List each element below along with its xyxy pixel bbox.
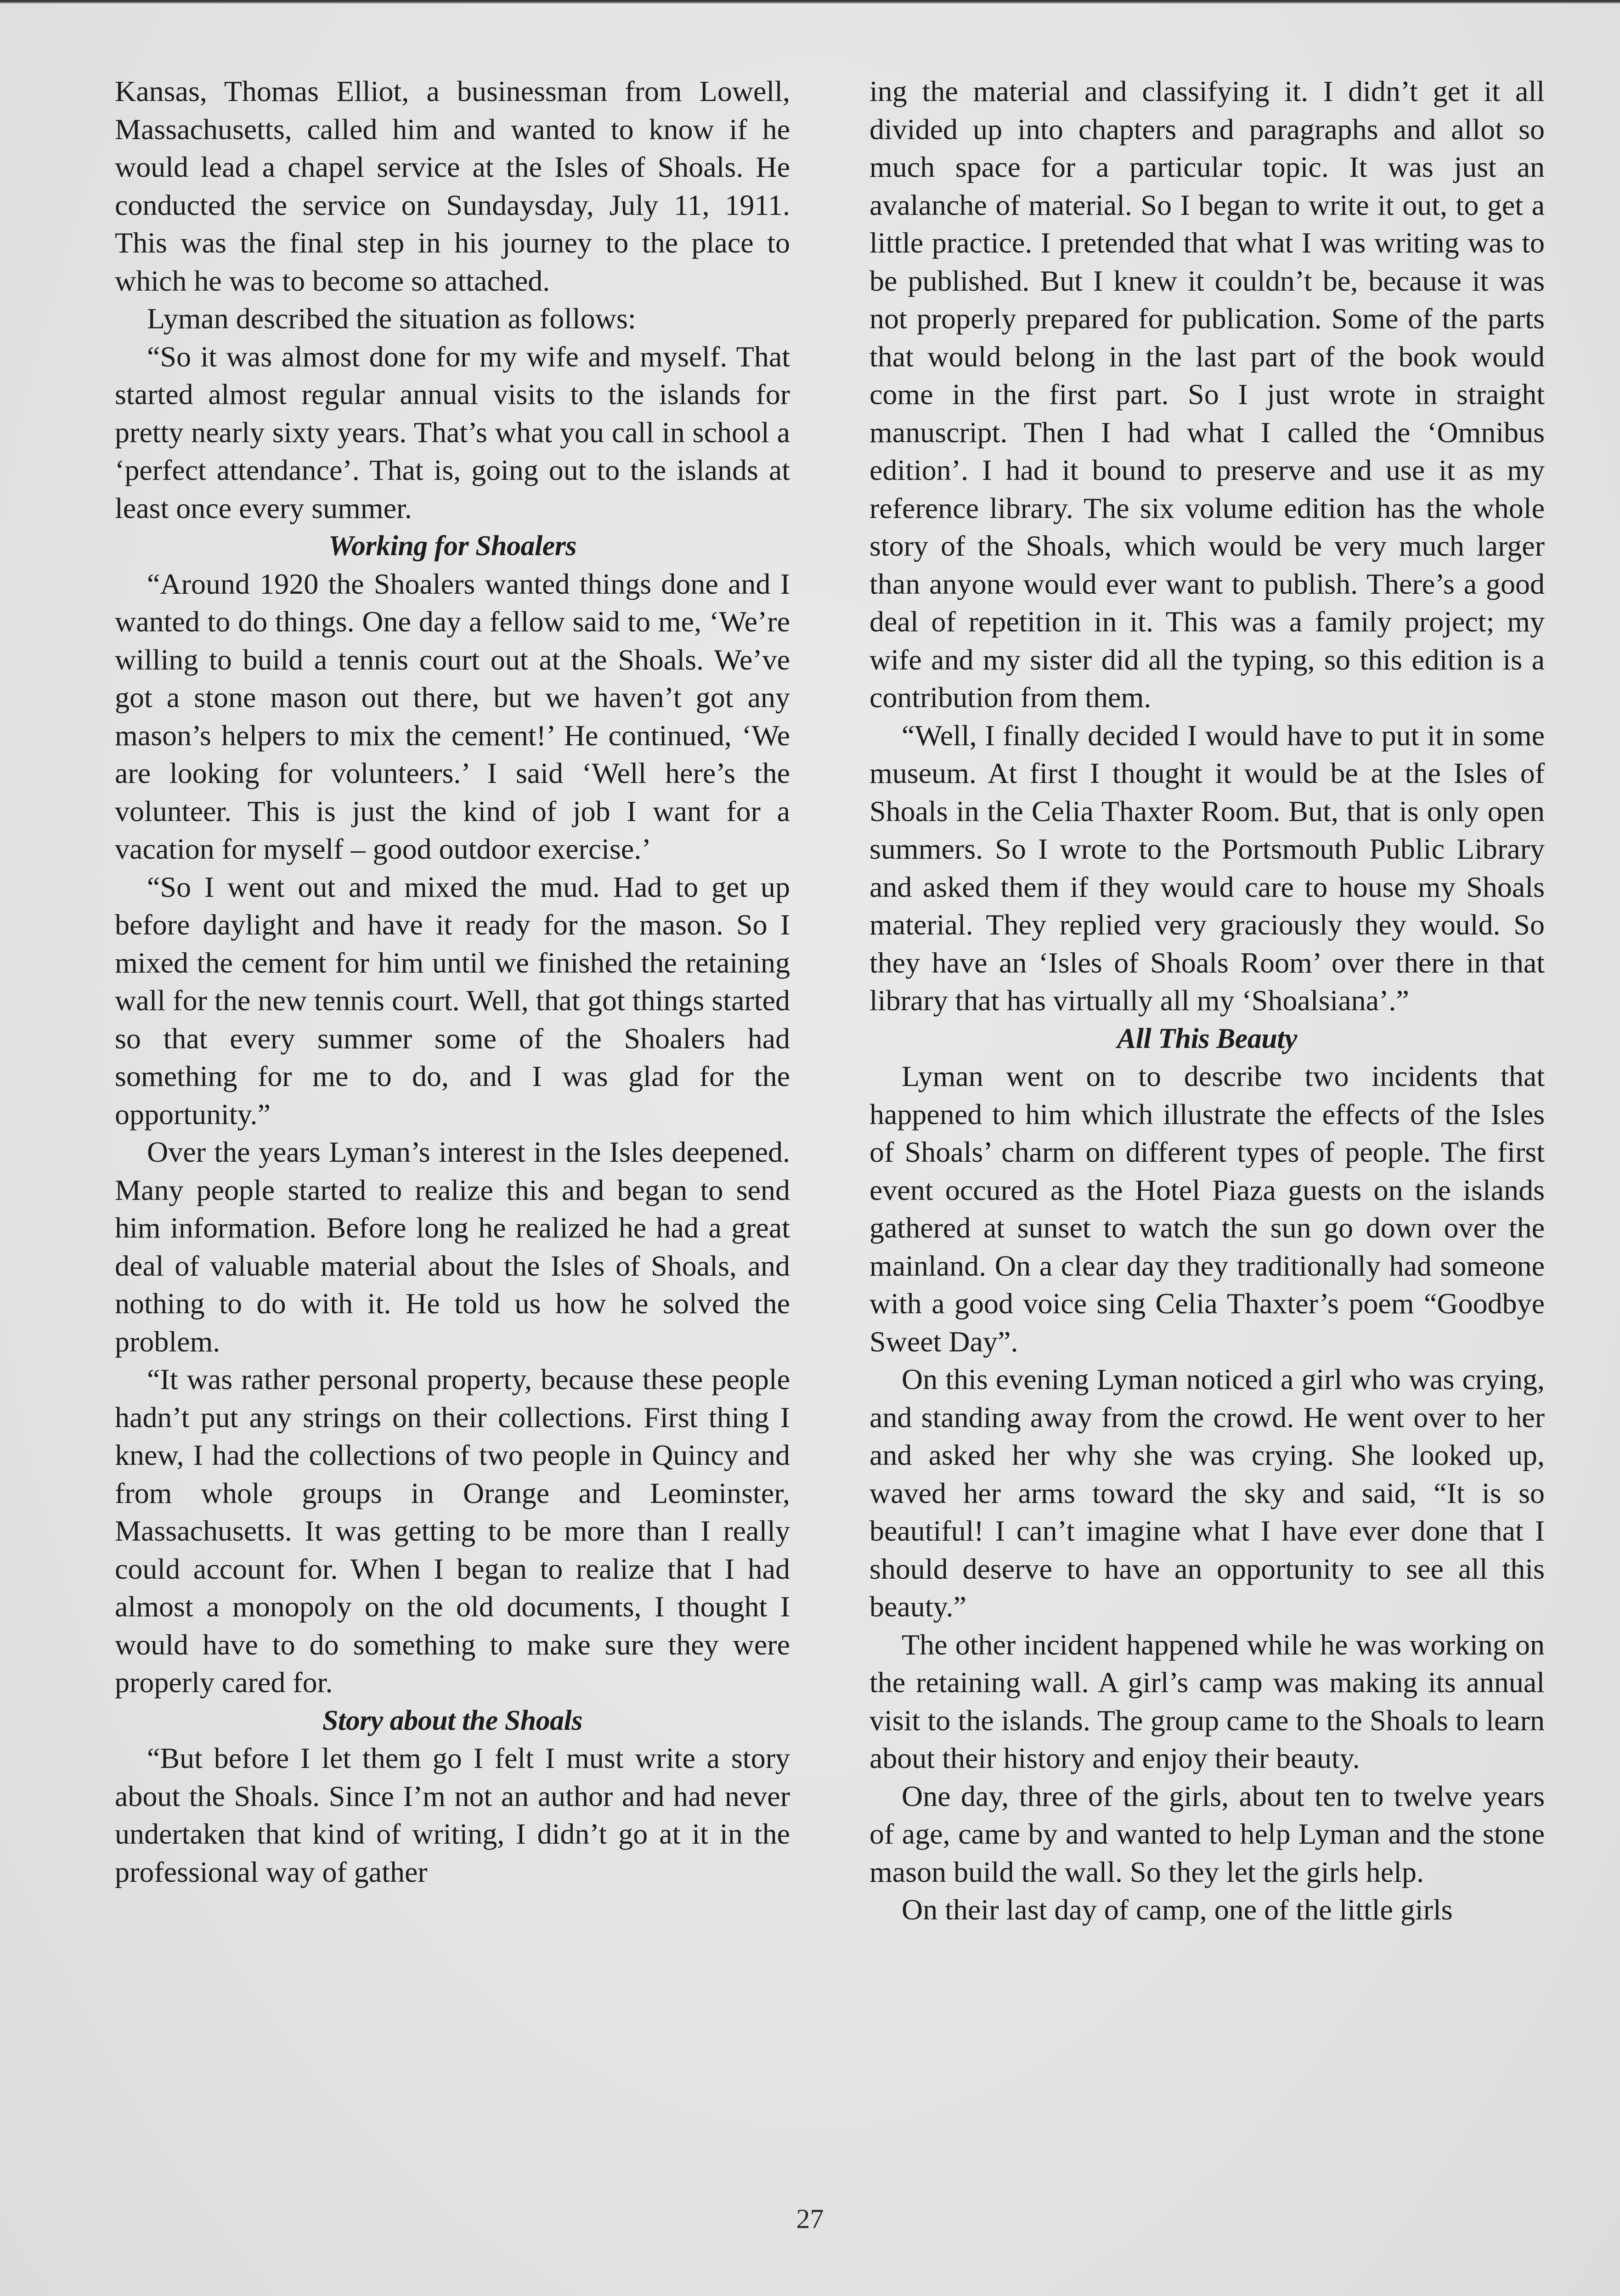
paragraph: The other incident happened while he was working on the retaining wall. A girl’s camp was making its annual visit to the islands. The group came to the Shoals to learn about their history and enjoy their beauty. — [869, 1628, 1545, 1774]
paragraph: Lyman went on to describe two incidents that happened to him which illustrate the effects of the Isles of Shoals’ charm on different types of people. The first event occured as the Hotel Piaza guests on the islands gathered at sunset to watch the sun go down over the mainland. On a clear day they traditionally had someone with a good voice sing Celia Thaxter’s poem “Goodbye Sweet Day”. — [869, 1060, 1545, 1358]
paragraph: On their last day of camp, one of the little girls — [902, 1893, 1453, 1926]
paragraph: On this evening Lyman noticed a girl who was crying, and standing away from the crowd. He went over to her and asked her why she was crying. She looked up, waved her arms toward the sky and said, “It is so beautiful! I can’t imagine what I have ever done that I should deserve to have an opportunity to see all this beauty.” — [869, 1363, 1545, 1623]
paragraph: ing the material and classifying it. I didn’t get it all divided up into chapters and paragraphs and allot so much space for a particular topic. It was just an avalanche of material. So I began to write it out, to get a little practice. I pretended that what I was writing was to be published. But I knew it couldn’t be, because it was not properly prepared for publication. Some of the parts that would belong in the last part of the book would come in the first part. So I just wrote in straight manuscript. Then I had what I called the ‘Omnibus edition’. I had it bound to preserve and use it as my reference library. The six volume edition has the whole story of the Shoals, which would be very much larger than anyone would ever want to publish. There’s a good deal of repetition in it. This was a family project; my wife and my sister did all the typing, so this edition is a contribution from them. — [869, 75, 1545, 714]
left-column — [115, 73, 790, 1891]
paragraph: “It was rather personal property, because these people hadn’t put any strings on their collections. First thing I knew, I had the collections of two people in Quincy and from whole groups in Orange and Leominster, Massachusetts. It was getting to be more than I really could account for. When I began to realize that I had almost a monopoly on the old documents, I thought I would have to do something to make sure they were properly cared for. — [115, 1363, 790, 1699]
section-heading: All This Beauty — [1117, 1023, 1298, 1054]
paragraph: One day, three of the girls, about ten to twelve years of age, came by and wanted to help Lyman and the stone mason build the wall. So they let the girls help. — [869, 1779, 1545, 1888]
page-top-edge — [0, 0, 1620, 4]
paragraph: “So it was almost done for my wife and myself. That started almost regular annual visits to the islands for pretty nearly sixty years. That’s what you call in school a ‘perfect attendance’. That is, going out to the islands at least once every summer. — [115, 340, 790, 524]
paragraph: “Around 1920 the Shoalers wanted things done and I wanted to do things. One day a fellow said to me, ‘We’re willing to build a tennis court out at the Shoals. We’ve got a stone mason out there, but we haven’t got any mason’s helpers to mix the cement!’ He continued, ‘We are looking for volunteers.’ I said ‘Well here’s the volunteer. This is just the kind of job I want for a vacation for myself – good outdoor exercise.’ — [115, 567, 790, 865]
paragraph: Lyman described the situation as follows: — [147, 302, 636, 335]
section-heading: Story about the Shoals — [322, 1705, 583, 1736]
section-heading: Working for Shoalers — [328, 530, 577, 562]
page-number: 27 — [796, 2204, 824, 2234]
right-column — [869, 73, 1545, 1929]
paragraph: Over the years Lyman’s interest in the Isles deepened. Many people started to realize this and began to send him information. Before long he realized he had a great deal of valuable material about the Isles of Shoals, and nothing to do with it. He told us how he solved the problem. — [115, 1136, 790, 1358]
paragraph: “Well, I finally decided I would have to put it in some museum. At first I thought it would be at the Isles of Shoals in the Celia Thaxter Room. But, that is only open summers. So I wrote to the Portsmouth Public Library and asked them if they would care to house my Shoals material. They replied very graciously they would. So they have an ‘Isles of Shoals Room’ over there in that library that has virtually all my ‘Shoalsiana’.” — [869, 719, 1545, 1017]
paragraph: Kansas, Thomas Elliot, a businessman from Lowell, Massachusetts, called him and wanted to know if he would lead a chapel service at the Isles of Shoals. He conducted the service on Sundaysday, July 11, 1911. This was the final step in his journey to the place to which he was to become so attached. — [115, 75, 790, 297]
paragraph: “But before I let them go I felt I must write a story about the Shoals. Since I’m not an author and had never undertaken that kind of writing, I didn’t go at it in the professional way of gather — [115, 1742, 790, 1888]
paragraph: “So I went out and mixed the mud. Had to get up before daylight and have it ready for the mason. So I mixed the cement for him until we finished the retaining wall for the new tennis court. Well, that got things started so that every summer some of the Shoalers had something for me to do, and I was glad for the opportunity.” — [115, 870, 790, 1131]
